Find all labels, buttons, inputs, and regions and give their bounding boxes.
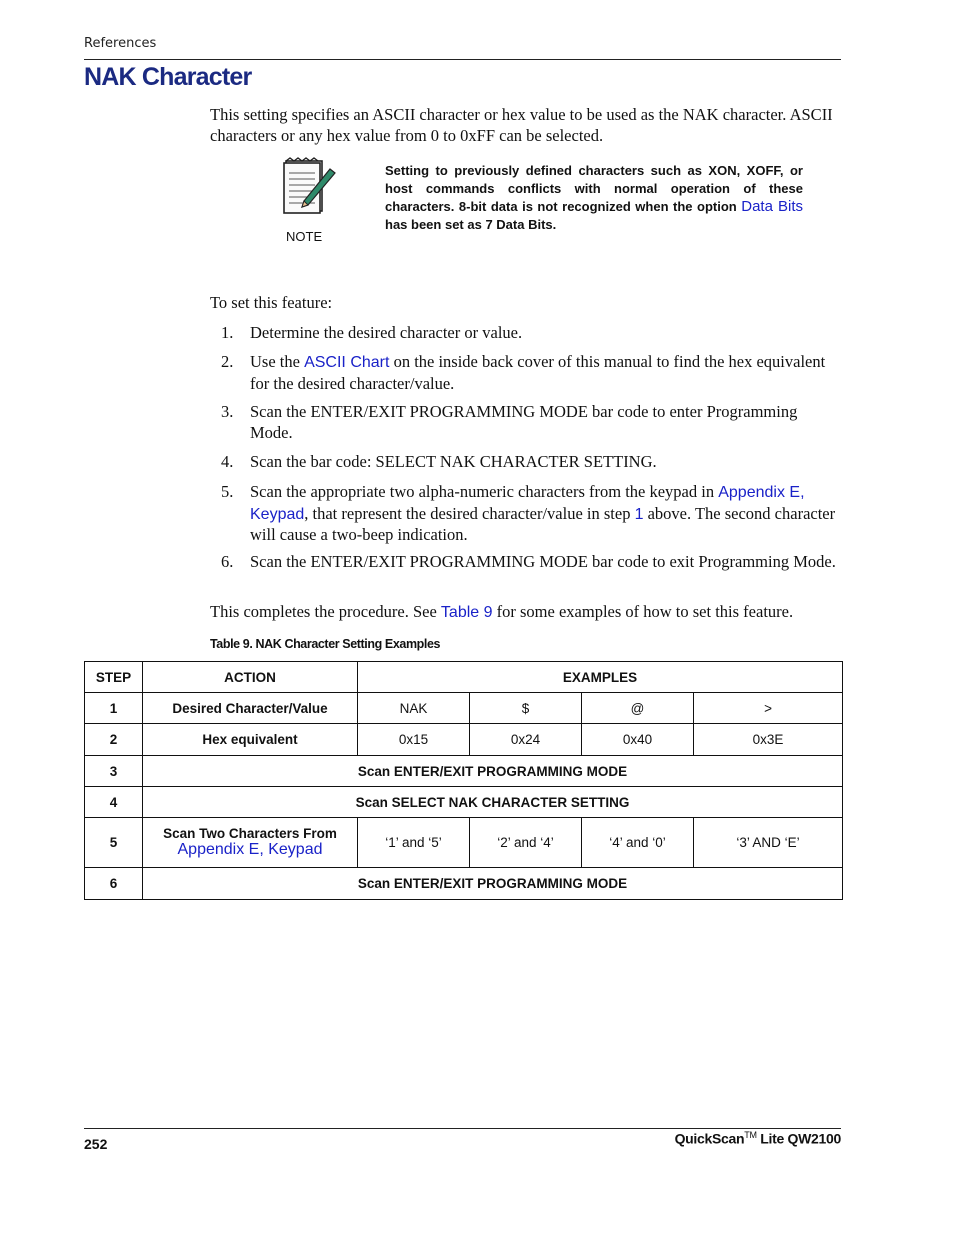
header-examples: EXAMPLES xyxy=(358,662,843,693)
step-number: 2. xyxy=(221,352,234,371)
step-cell: 6 xyxy=(85,868,143,900)
data-bits-link[interactable]: Data Bits xyxy=(741,198,803,215)
step-text: Scan the bar code: SELECT NAK CHARACTER SETTING. xyxy=(250,452,657,471)
completion-paragraph xyxy=(210,602,793,624)
appendix-e-keypad-link[interactable]: Appendix E, Keypad xyxy=(250,484,805,523)
example-cell: ‘2’ and ‘4’ xyxy=(470,818,582,868)
page-title: NAK Character xyxy=(84,63,252,91)
action-cell: Hex equivalent xyxy=(143,724,358,756)
product-model: Lite QW2100 xyxy=(756,1130,841,1147)
step-number: 5. xyxy=(221,482,234,501)
intro-paragraph: This setting specifies an ASCII character or hex value to be used as the NAK character. ASCII characters or any hex value from 0 to 0xFF can be selected. xyxy=(210,105,833,145)
note-label: NOTE xyxy=(286,229,323,244)
table-row xyxy=(85,818,843,868)
step-cell: 4 xyxy=(85,787,143,818)
action-cell: Desired Character/Value xyxy=(143,693,358,724)
nak-examples-table xyxy=(84,661,843,900)
step-text: Scan the ENTER/EXIT PROGRAMMING MODE bar code to enter Programming Mode. xyxy=(250,402,798,442)
example-cell: > xyxy=(694,693,843,724)
table-row xyxy=(85,724,843,756)
example-cell: 0x40 xyxy=(582,724,694,756)
step-text xyxy=(250,482,840,546)
running-head: References xyxy=(84,36,157,51)
product-name xyxy=(675,1130,841,1147)
span-action-cell: Scan ENTER/EXIT PROGRAMMING MODE xyxy=(143,868,843,900)
step-text-middle: , that represent the desired character/value in step xyxy=(304,503,635,523)
table-row xyxy=(85,693,843,724)
step-text-before: Use the xyxy=(250,352,305,371)
step-cell: 1 xyxy=(85,693,143,724)
step-text-after: above. The second character will cause a two-beep indication. xyxy=(250,503,836,544)
step-number: 1. xyxy=(221,323,234,342)
example-cell: ‘4’ and ‘0’ xyxy=(582,818,694,868)
table-header-row xyxy=(85,662,843,693)
span-action-cell: Scan SELECT NAK CHARACTER SETTING xyxy=(143,787,843,818)
example-cell: NAK xyxy=(358,693,470,724)
step-text xyxy=(250,352,840,394)
ascii-chart-link[interactable]: ASCII Chart xyxy=(304,354,390,371)
footer-rule xyxy=(84,1128,841,1129)
step-cell: 3 xyxy=(85,756,143,787)
table-9-link[interactable]: Table 9 xyxy=(440,604,493,621)
example-cell: @ xyxy=(582,693,694,724)
step-number: 3. xyxy=(221,402,234,421)
table-row xyxy=(85,756,843,787)
header-step: STEP xyxy=(85,662,143,693)
table-row xyxy=(85,787,843,818)
page-number: 252 xyxy=(84,1136,108,1152)
example-cell: $ xyxy=(470,693,582,724)
step-number: 6. xyxy=(221,552,234,571)
completion-text-after: for some examples of how to set this feature. xyxy=(492,602,794,621)
step-1-link[interactable]: 1 xyxy=(634,505,644,523)
example-cell: ‘1’ and ‘5’ xyxy=(358,818,470,868)
example-cell: 0x3E xyxy=(694,724,843,756)
completion-text-before: This completes the procedure. See xyxy=(210,602,441,621)
action-text: Scan Two Characters From xyxy=(163,826,337,841)
step-cell: 5 xyxy=(85,818,143,868)
step-text: Determine the desired character or value. xyxy=(250,323,523,342)
header-rule xyxy=(84,59,841,60)
notepad-pen-icon xyxy=(282,157,338,215)
step-text: Scan the ENTER/EXIT PROGRAMMING MODE bar code to exit Programming Mode. xyxy=(250,552,836,571)
example-cell: 0x15 xyxy=(358,724,470,756)
step-text-before: Scan the appropriate two alpha-numeric characters from the keypad in xyxy=(250,482,719,501)
appendix-e-keypad-link[interactable]: Appendix E, Keypad xyxy=(177,841,323,858)
example-cell: ‘3’ AND ‘E’ xyxy=(694,818,843,868)
step-cell: 2 xyxy=(85,724,143,756)
action-cell xyxy=(143,818,358,868)
note-text-after: has been set as 7 Data Bits. xyxy=(385,217,557,232)
span-action-cell: Scan ENTER/EXIT PROGRAMMING MODE xyxy=(143,756,843,787)
trademark-mark: TM xyxy=(744,1130,757,1140)
example-cell: 0x24 xyxy=(470,724,582,756)
table-caption: Table 9. NAK Character Setting Examples xyxy=(210,637,441,651)
step-number: 4. xyxy=(221,452,234,471)
to-set-intro: To set this feature: xyxy=(210,293,333,312)
table-row xyxy=(85,868,843,900)
note-text-before: Setting to previously defined characters such as XON, XOFF, or host commands conflicts with normal operation of these characters. 8-bit data is not recognized when the option xyxy=(385,163,803,214)
note-text xyxy=(385,162,803,234)
header-action: ACTION xyxy=(143,662,358,693)
product-brand: QuickScan xyxy=(674,1130,745,1147)
step-text-after: on the inside back cover of this manual to find the hex equivalent for the desired character/value. xyxy=(250,352,826,393)
